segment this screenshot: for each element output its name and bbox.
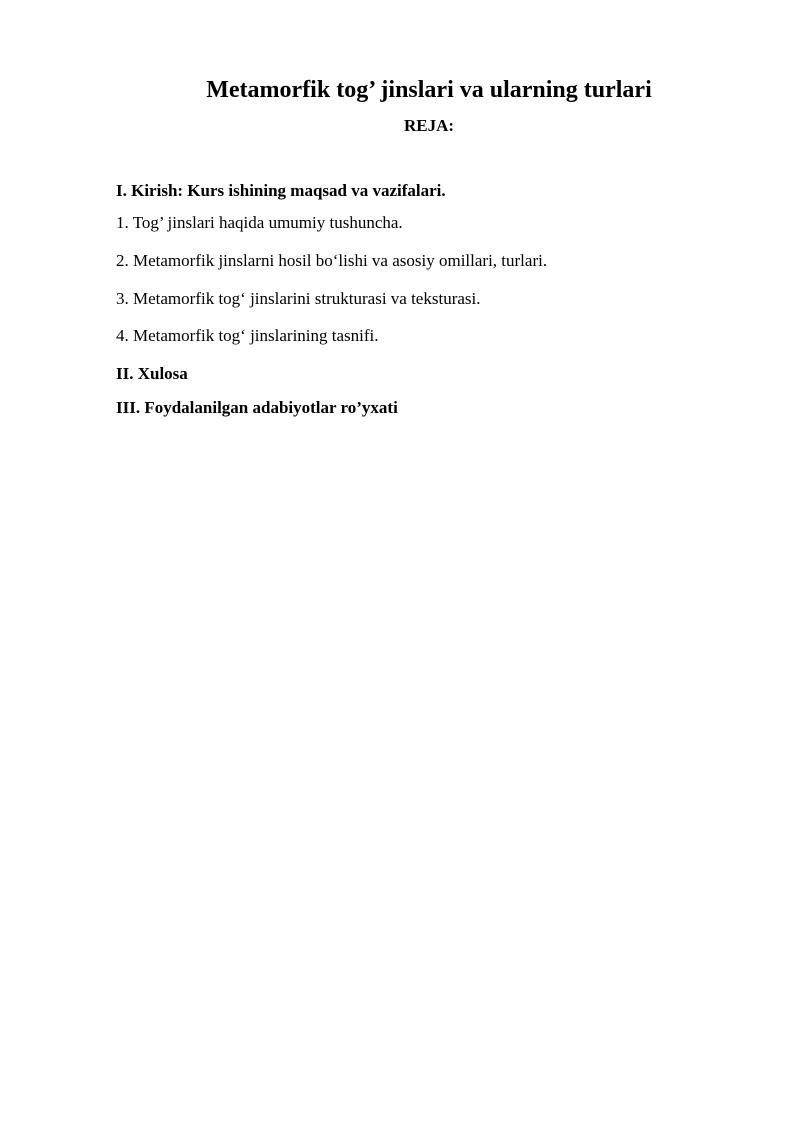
outline-item: 2. Metamorfik jinslarni hosil bo‘lishi va asosiy omillari, turlari. <box>116 251 548 270</box>
document-title: Metamorfik tog’ jinslari va ularning turlari <box>206 77 652 103</box>
outline-item: 1. Tog’ jinslari haqida umumiy tushuncha. <box>116 213 403 232</box>
outline-references: III. Foydalanilgan adabiyotlar ro’yxati <box>116 398 398 417</box>
outline-intro: I. Kirish: Kurs ishining maqsad va vazifalari. <box>116 181 446 200</box>
plan-heading: REJA: <box>403 116 455 135</box>
outline-item: 4. Metamorfik tog‘ jinslarining tasnifi. <box>116 326 379 345</box>
outline-item: 3. Metamorfik tog‘ jinslarini strukturasi va teksturasi. <box>116 289 481 308</box>
outline-conclusion: II. Xulosa <box>116 364 188 383</box>
